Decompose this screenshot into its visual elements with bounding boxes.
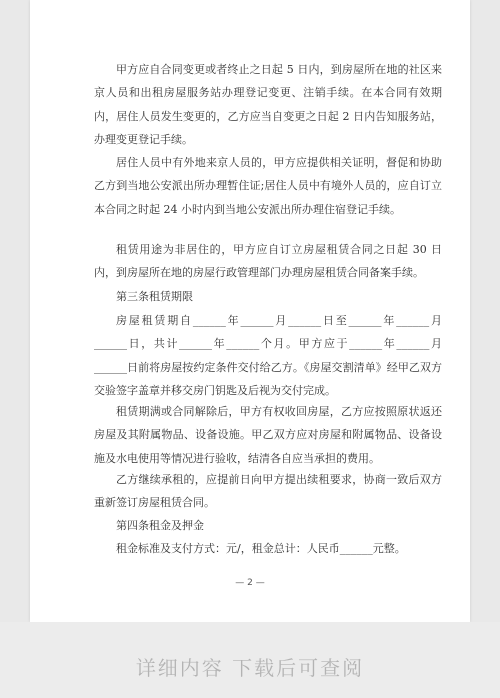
download-footer[interactable] — [0, 622, 500, 698]
download-hint-text[interactable]: 详细内容 下载后可查阅 — [135, 656, 365, 680]
paragraph-residents: 居住人员中有外地来京人员的，甲方应提供相关证明，督促和协助乙方到当地公安派出所办理暂住证;居住人员中有境外人员的，应自订立本合同之时起 24 小时内到当地公安派出所办理住宿登记手续。 — [94, 156, 442, 216]
section-4-title: 第四条租金及押金 — [116, 519, 204, 532]
page-number: — 2 — — [235, 578, 265, 588]
section-3-title: 第三条租赁期限 — [116, 290, 193, 303]
document-page — [30, 0, 470, 622]
paragraph-lease-term: 房屋租赁期自______年______月______日至______年______月______日，共计______年______个月。甲方应于______年______月______日前将房屋按约定条件交付给乙方。《房屋交割清单》经甲乙双方交验签字盖章并移交房门钥匙及后视为交付完成。 — [94, 314, 442, 397]
paragraph-registration-change: 甲方应自合同变更或者终止之日起 5 日内，到房屋所在地的社区来京人员和出租房屋服务站办理登记变更、注销手续。在本合同有效期内，居住人员发生变更的，乙方应当自变更之日起 2 日内告知服务站，办理变更登记手续。 — [94, 63, 442, 146]
paragraph-non-residential: 租赁用途为非居住的，甲方应自订立房屋租赁合同之日起 30 日内，到房屋所在地的房屋行政管理部门办理房屋租赁合同备案手续。 — [94, 243, 442, 280]
paragraph-rent: 租金标准及支付方式：元/，租金总计：人民币______元整。 — [116, 542, 406, 555]
paragraph-lease-end: 租赁期满或合同解除后，甲方有权收回房屋，乙方应按照原状返还房屋及其附属物品、设备设施。甲乙双方应对房屋和附属物品、设备设施及水电使用等情况进行验收，结清各自应当承担的费用。 — [94, 405, 442, 465]
paragraph-renewal: 乙方继续承租的，应提前日向甲方提出续租要求，协商一致后双方重新签订房屋租赁合同。 — [94, 473, 442, 510]
